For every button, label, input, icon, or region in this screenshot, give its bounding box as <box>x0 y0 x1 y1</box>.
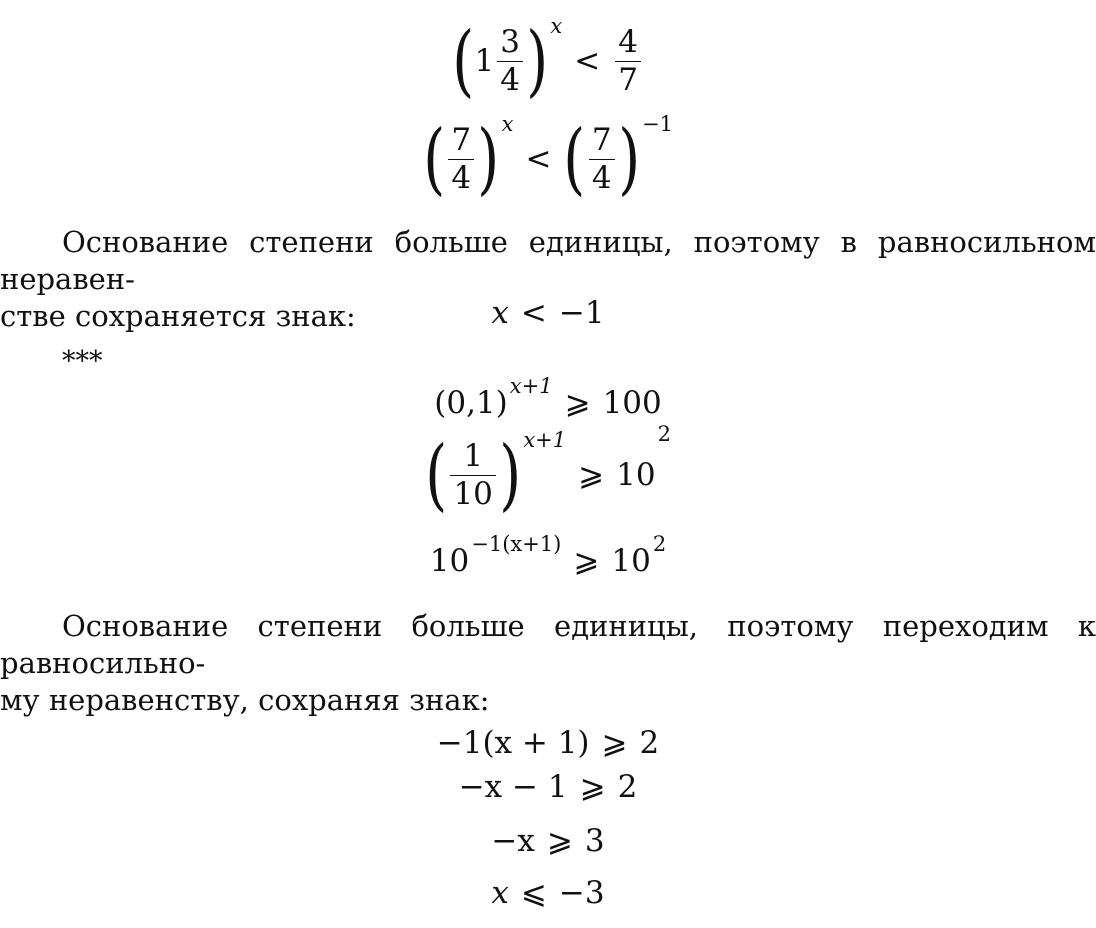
lhs: −1(x + 1) <box>436 725 590 761</box>
numerator: 4 <box>618 23 638 60</box>
text-line: Основание степени больше единицы, поэтому переходим к равносильно- <box>0 609 1096 680</box>
left-paren: ( <box>423 114 446 204</box>
equation-8 <box>0 769 1096 805</box>
exponent: x+1 <box>509 374 553 398</box>
equation-4 <box>0 374 1096 421</box>
fraction <box>497 23 523 98</box>
fraction <box>450 437 495 512</box>
denominator: 4 <box>589 159 615 195</box>
denominator: 7 <box>615 61 641 97</box>
rhs: 3 <box>584 823 605 859</box>
equation-5 <box>0 422 1096 520</box>
fraction <box>589 121 615 196</box>
rhs: 100 <box>602 385 662 421</box>
right-paren: ) <box>526 16 549 106</box>
operator: ⩾ <box>546 823 573 859</box>
fraction <box>448 121 474 196</box>
numerator: 7 <box>591 121 612 158</box>
base: 10 <box>429 543 470 579</box>
rhs: 2 <box>617 769 638 805</box>
operator: ⩾ <box>573 543 600 579</box>
rhs-exponent: 2 <box>657 422 671 446</box>
left-paren: ( <box>425 430 448 520</box>
rhs: −1 <box>558 295 605 331</box>
equation-10 <box>0 875 1096 911</box>
numerator: 1 <box>463 437 484 474</box>
fraction <box>615 23 641 98</box>
operator: ⩽ <box>520 875 547 911</box>
operator: < <box>525 140 552 177</box>
denominator: 10 <box>450 475 495 511</box>
separator-stars: *** <box>62 346 103 377</box>
paragraph-2 <box>0 608 1096 719</box>
right-paren: ) <box>617 114 640 204</box>
operator: < <box>520 295 547 331</box>
rhs: 2 <box>639 725 660 761</box>
rhs-exponent: 2 <box>652 532 667 556</box>
right-paren: ) <box>499 430 522 520</box>
text-line: му неравенству, сохраняя знак: <box>0 683 490 717</box>
exponent: −1(x+1) <box>471 532 562 556</box>
text-line: Основание степени больше единицы, поэтому в равносильном неравен- <box>0 225 1096 296</box>
left-paren: ( <box>563 114 586 204</box>
text-line: стве сохраняется знак: <box>0 299 356 333</box>
exponent: x <box>550 14 563 38</box>
base: (0,1) <box>434 385 508 421</box>
equation-6 <box>0 532 1096 579</box>
denominator: 4 <box>448 159 474 195</box>
operator: ⩾ <box>579 769 606 805</box>
rhs: −3 <box>558 875 605 911</box>
lhs: x <box>491 295 509 331</box>
exponent: −1 <box>642 112 673 136</box>
equation-1 <box>0 14 1096 106</box>
equation-3 <box>0 295 1096 331</box>
denominator: 4 <box>497 61 523 97</box>
numerator: 3 <box>500 23 520 60</box>
operator: ⩾ <box>564 385 591 421</box>
equation-7 <box>0 725 1096 761</box>
equation-9 <box>0 823 1096 859</box>
right-paren: ) <box>477 114 500 204</box>
exponent: x <box>501 112 514 136</box>
numerator: 7 <box>451 121 472 158</box>
operator: < <box>574 42 601 79</box>
lhs: −x <box>491 823 535 859</box>
left-paren: ( <box>452 16 475 106</box>
lhs: x <box>491 875 509 911</box>
lhs: −x − 1 <box>458 769 568 805</box>
rhs-base: 10 <box>611 543 651 579</box>
mixed-whole: 1 <box>474 42 495 79</box>
operator: ⩾ <box>578 456 605 493</box>
exponent: x+1 <box>523 428 567 452</box>
equation-2 <box>0 112 1096 204</box>
operator: ⩾ <box>601 725 628 761</box>
rhs-base: 10 <box>616 456 656 493</box>
